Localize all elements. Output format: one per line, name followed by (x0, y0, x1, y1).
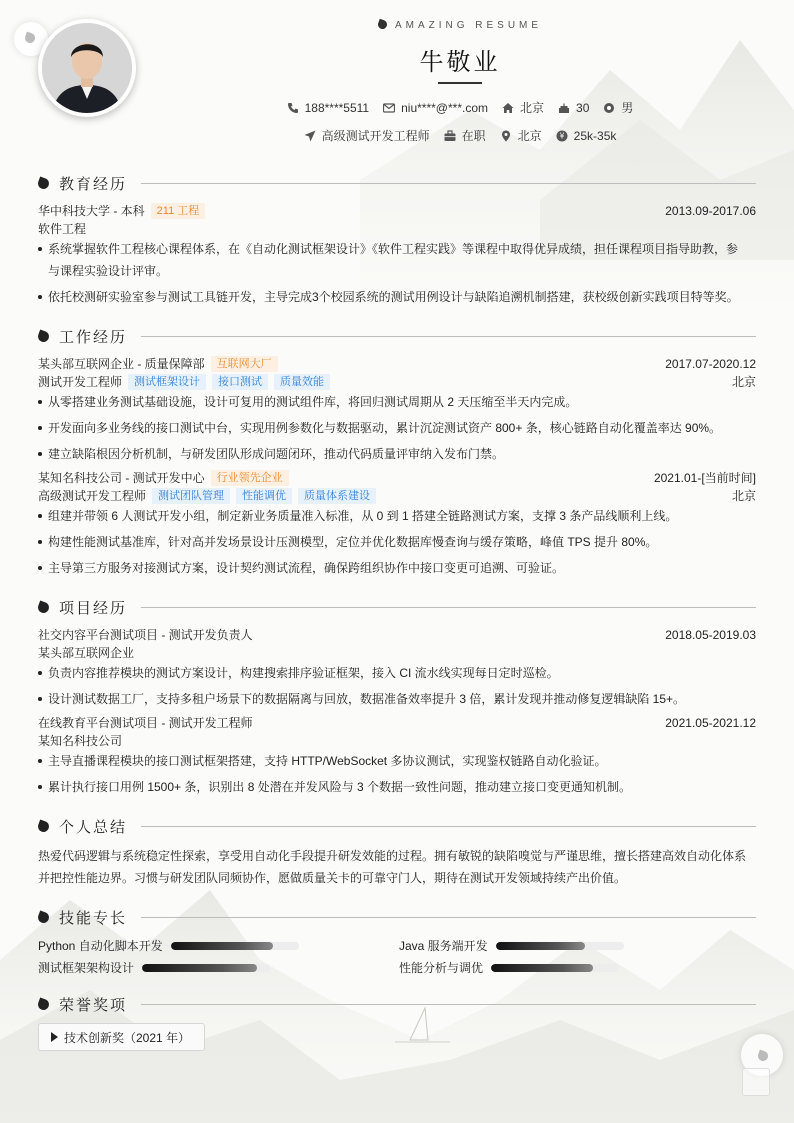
education-bullet: 系统掌握软件工程核心课程体系，在《自动化测试框架设计》《软件工程实践》等课程中取得优异成绩，担任课程项目指导助教，参 与课程实验设计评审。 (38, 238, 756, 282)
briefcase-icon (444, 130, 456, 142)
salary-icon (556, 130, 568, 142)
section-divider (141, 1004, 756, 1005)
project-date: 2018.05-2019.03 (665, 627, 756, 642)
project-org-row (38, 644, 756, 661)
salary-item: ¥ 25k-35k (556, 127, 617, 144)
company-tag: 行业领先企业 (211, 470, 289, 486)
education-bullet: 依托校测研实验室参与测试工具链开发，主导完成3个校园系统的测试用例设计与缺陷追溯机制搭建，获校级创新实践项目特等奖。 (38, 286, 756, 308)
status-item: 在职 (444, 127, 486, 144)
job-city: 北京 (731, 375, 756, 389)
education-date: 2013.09-2017.06 (665, 203, 756, 218)
project-org: 某头部互联网企业 (38, 646, 135, 660)
skill-tag: 测试团队管理 (152, 488, 230, 504)
send-icon (304, 130, 316, 142)
project-date: 2021.05-2021.12 (665, 715, 756, 730)
location-icon (500, 130, 512, 142)
job-bullet: 开发面向多业务线的接口测试中台，实现用例参数化与数据驱动，累计沉淀测试资产 800+ 条，核心链路自动化覆盖率达 90%。 (38, 417, 756, 439)
skill-bar-fill (491, 964, 593, 972)
project-header (38, 626, 756, 643)
name-underline (438, 82, 482, 84)
hometown-item: 北京 (502, 99, 544, 116)
skill-bar (491, 964, 619, 972)
leaf-icon (36, 329, 50, 343)
job-bullet: 组建并带领 6 人测试开发小组，制定新业务质量准入标准，从 0 到 1 搭建全链路测试方案，支撑 3 条产品线顺利上线。 (38, 505, 756, 527)
job-role-row (38, 373, 756, 390)
phone-icon (287, 102, 299, 114)
skill-bar (142, 964, 270, 972)
job-bullet: 构建性能测试基准库，针对高并发场景设计压测模型，定位并优化数据库慢查询与缓存策略，峰值 TPS 提升 80%。 (38, 531, 756, 553)
job-city: 北京 (731, 489, 756, 503)
job-bullet: 从零搭建业务测试基础设施，设计可复用的测试组件库，将回归测试周期从 2 天压缩至半天内完成。 (38, 391, 756, 413)
skill-tag: 质量效能 (274, 374, 330, 390)
back-to-top-button[interactable] (742, 1068, 770, 1096)
skill-item: Python 自动化脚本开发 (38, 937, 299, 954)
skill-item: 性能分析与调优 (399, 959, 619, 976)
home-icon (502, 102, 514, 114)
project-bullet: 负责内容推荐模块的测试方案设计，构建搜索排序验证框架，接入 CI 流水线实现每日定时巡检。 (38, 662, 756, 684)
summary-text: 热爱代码逻辑与系统稳定性探索，享受用自动化手段提升研发效能的过程。拥有敏锐的缺陷嗅觉与严谨思维，擅长搭建高效自动化体系 并把控性能边界。习惯与研发团队同频协作，愿做质量关卡的可靠守门人，期待在测试开发领域持续产出价值。 (38, 849, 747, 885)
gender-icon (603, 102, 615, 114)
job-header (38, 355, 756, 372)
major-row (38, 220, 756, 237)
section-divider (141, 336, 756, 337)
job-header (38, 469, 756, 486)
leaf-icon (36, 600, 50, 614)
leaf-icon (36, 176, 50, 190)
job-intent-row (0, 127, 794, 144)
project-bullet: 累计执行接口用例 1500+ 条，识别出 8 处潜在并发风险与 3 个数据一致性问题，推动建立接口变更通知机制。 (38, 776, 756, 798)
job-role: 高级测试开发工程师 (38, 489, 147, 503)
leaf-icon (36, 997, 50, 1011)
skill-bar-fill (142, 964, 257, 972)
education-entry (38, 202, 756, 219)
project-name: 在线教育平台测试项目 - 测试开发工程师 (38, 716, 253, 730)
company-tag: 互联网大厂 (211, 356, 278, 372)
skill-bar (496, 942, 624, 950)
awards-section-header: 荣誉奖项 (38, 994, 756, 1014)
candidate-name: 牛敬业 (419, 49, 501, 76)
project-name: 社交内容平台测试项目 - 测试开发负责人 (38, 628, 253, 642)
section-divider (141, 917, 756, 918)
job-bullet: 主导第三方服务对接测试方案，设计契约测试流程，确保跨组织协作中接口变更可追溯、可验证。 (38, 557, 756, 579)
caret-right-icon (51, 1032, 58, 1042)
brand-label: AMAZING RESUME (0, 20, 794, 31)
job-date: 2021.01-[当前时间] (653, 471, 756, 485)
phone-item: 188****5511 (287, 99, 370, 116)
summary-section-header: 个人总结 (38, 816, 756, 836)
city-item: 北京 (500, 127, 542, 144)
mail-icon (383, 102, 395, 114)
education-section-header: 教育经历 (38, 173, 756, 193)
company-name: 某知名科技公司 - 测试开发中心 (38, 471, 205, 485)
project-bullet: 主导直播课程模块的接口测试框架搭建，支持 HTTP/WebSocket 多协议测试，实现鉴权链路自动化验证。 (38, 750, 756, 772)
svg-text:¥: ¥ (559, 131, 565, 141)
position-item: 高级测试开发工程师 (304, 127, 430, 144)
leaf-icon (36, 910, 50, 924)
school-name: 华中科技大学 - 本科 (38, 204, 145, 218)
job-date: 2017.07-2020.12 (665, 356, 756, 371)
cake-icon (558, 102, 570, 114)
major: 软件工程 (38, 222, 87, 236)
project-header (38, 714, 756, 731)
skills-section-header: 技能专长 (38, 907, 756, 927)
company-name: 某头部互联网企业 - 质量保障部 (38, 357, 205, 371)
gender-item: 男 (603, 99, 633, 116)
project-bullet: 设计测试数据工厂，支持多租户场景下的数据隔离与回放，数据准备效率提升 3 倍，累计发现并推动修复逻辑缺陷 15+。 (38, 688, 756, 710)
age-item: 30 (558, 99, 589, 116)
skill-bar-fill (171, 942, 273, 950)
skill-item: 测试框架架构设计 (38, 959, 270, 976)
award-toggle[interactable]: 技术创新奖（2021 年） (38, 1023, 205, 1051)
skill-tag: 性能调优 (236, 488, 292, 504)
job-bullet: 建立缺陷根因分析机制，与研发团队形成问题闭环，推动代码质量评审纳入发布门禁。 (38, 443, 756, 465)
section-divider (141, 607, 756, 608)
school-tag: 211 工程 (151, 203, 206, 219)
leaf-icon (36, 819, 50, 833)
work-section-header: 工作经历 (38, 326, 756, 346)
skill-bar-fill (496, 942, 586, 950)
projects-section-header: 项目经历 (38, 597, 756, 617)
skill-item: Java 服务端开发 (399, 937, 624, 954)
skill-tag: 接口测试 (212, 374, 268, 390)
skill-tag: 质量体系建设 (298, 488, 376, 504)
skill-tag: 测试框架设计 (128, 374, 206, 390)
job-role: 测试开发工程师 (38, 375, 123, 389)
contact-row (0, 99, 794, 116)
section-divider (141, 183, 756, 184)
skill-bar (171, 942, 299, 950)
job-role-row (38, 487, 756, 504)
project-org-row (38, 732, 756, 749)
section-divider (141, 826, 756, 827)
email-item: niu****@***.com (383, 99, 488, 116)
leaf-icon (377, 19, 389, 31)
project-org: 某知名科技公司 (38, 734, 123, 748)
